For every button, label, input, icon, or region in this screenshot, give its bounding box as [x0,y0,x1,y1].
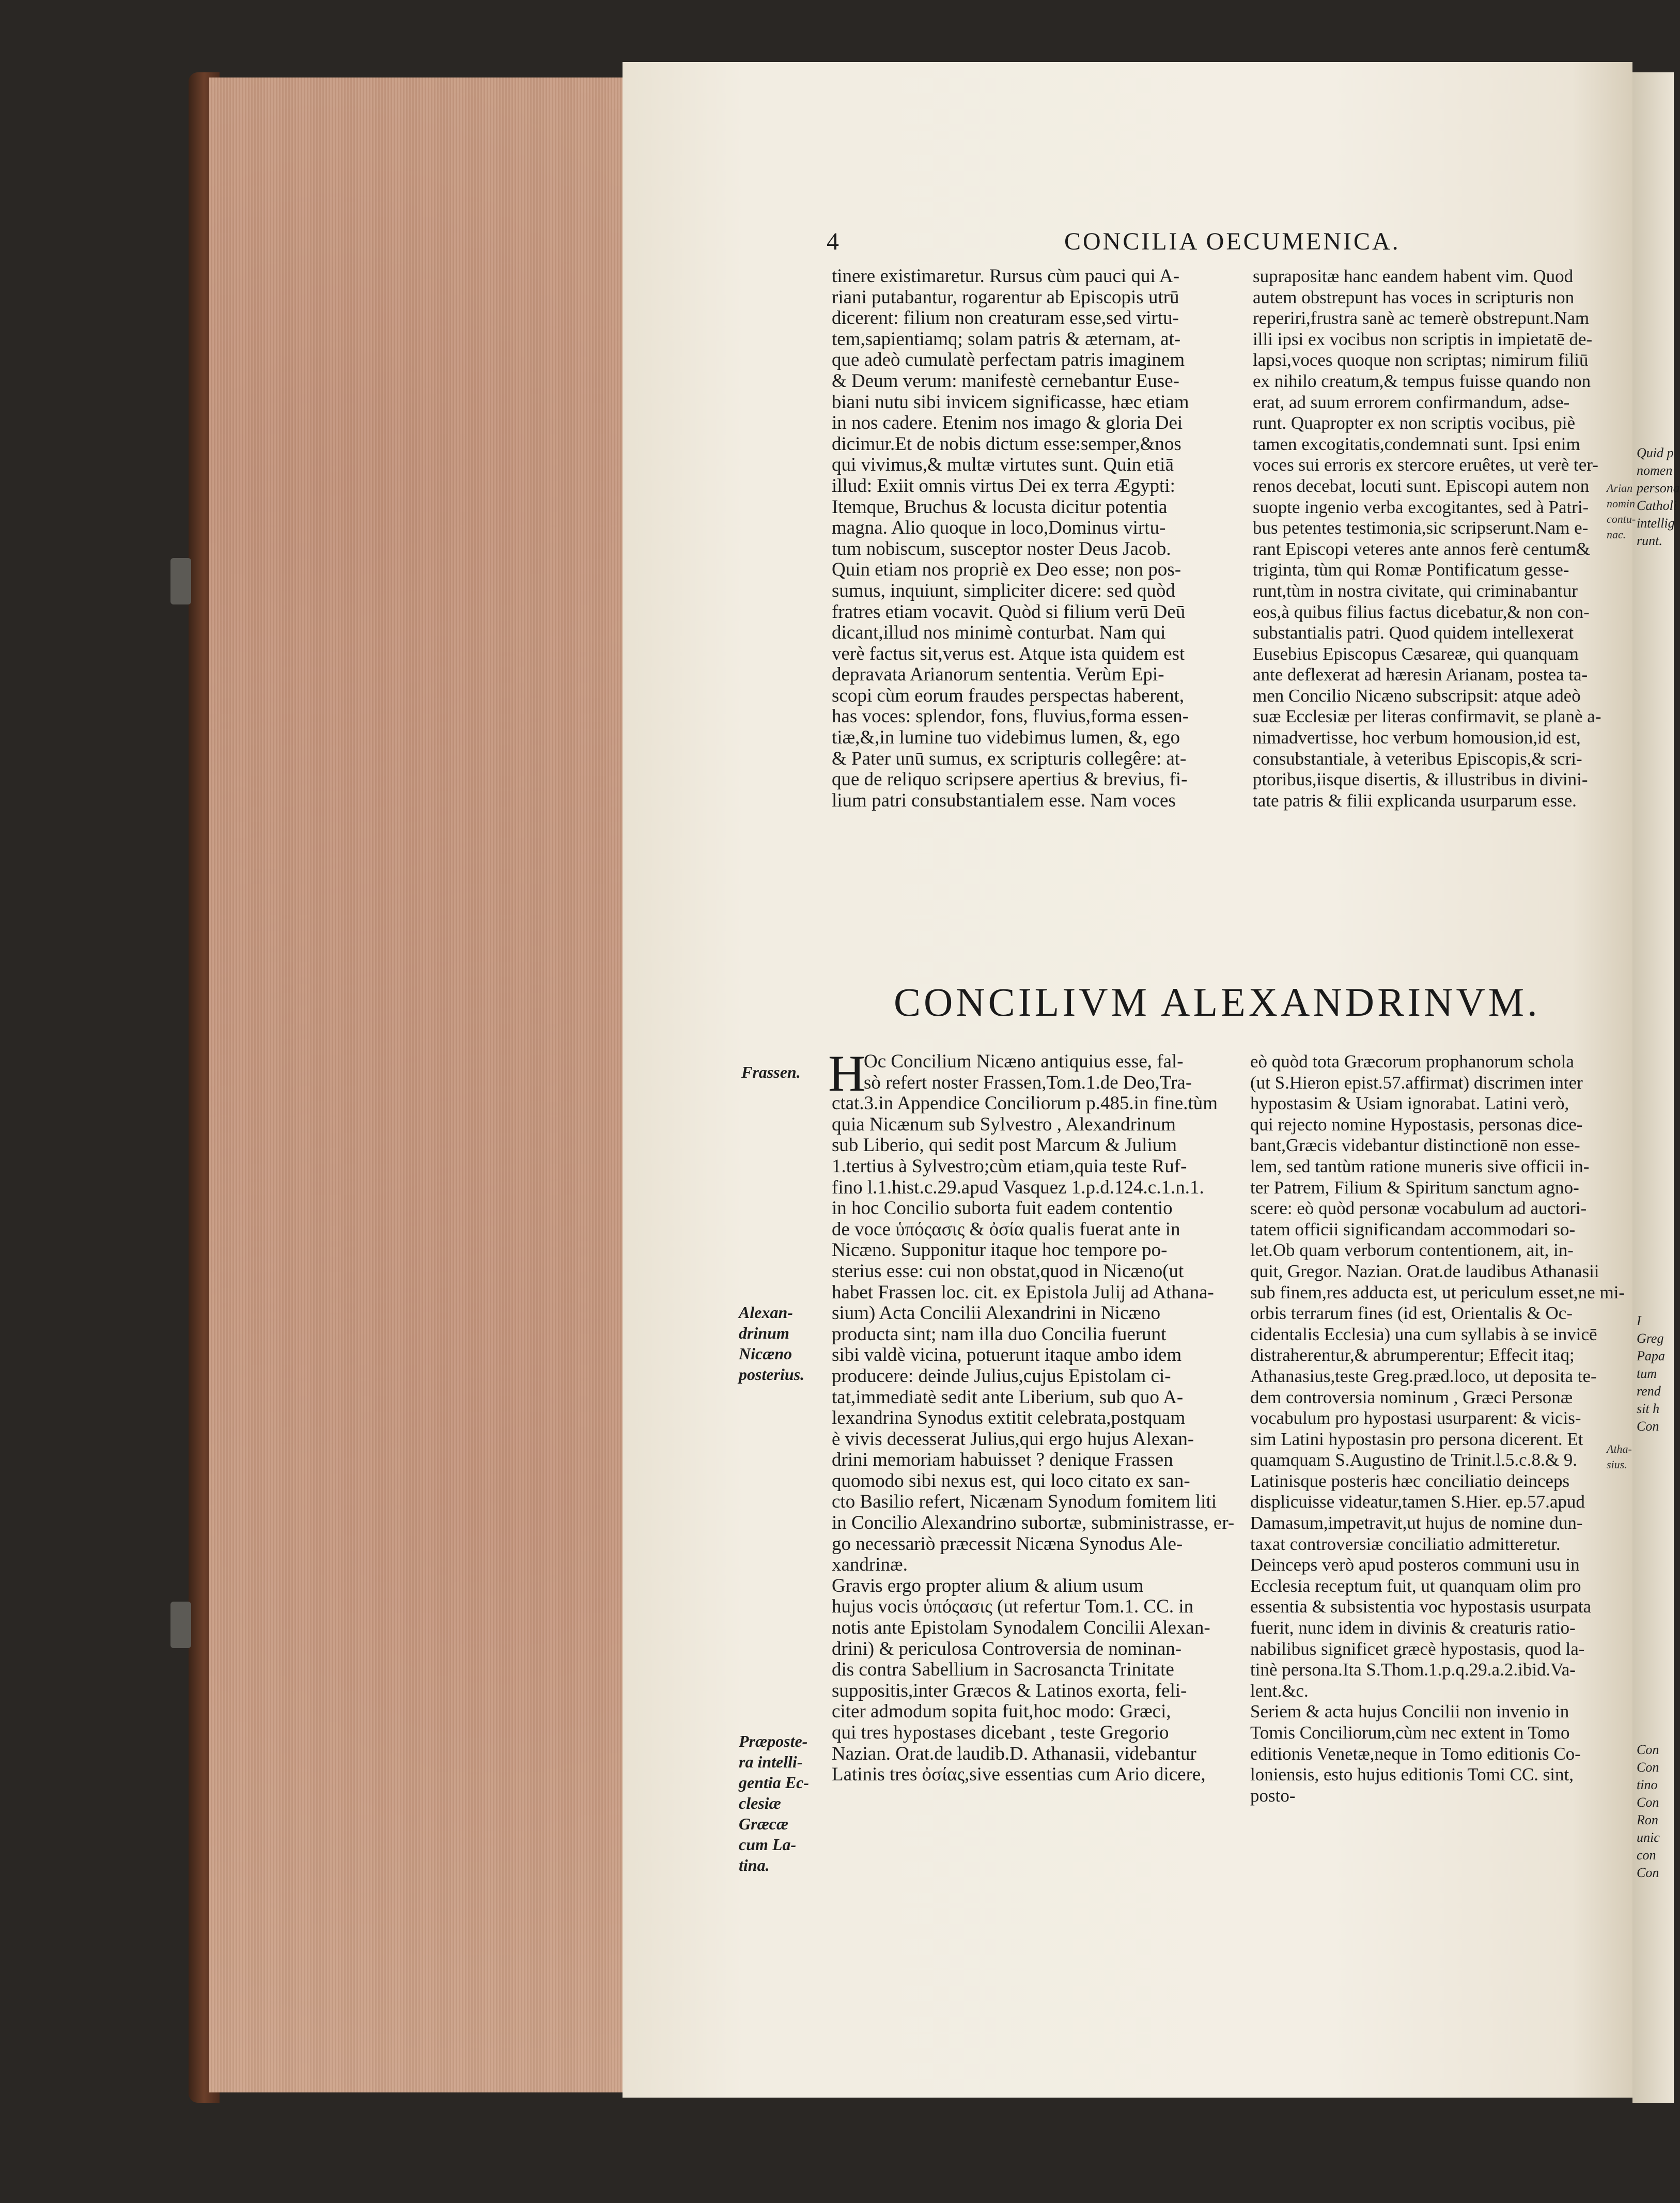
section-heading: CONCILIVM ALEXANDRINVM. [894,980,1541,1025]
text-line: posto- [1250,1785,1296,1806]
text-column-upper-left [832,266,1235,811]
text-line: Athanasius,teste Greg.præd.loco, ut deposita te- [1250,1366,1597,1386]
text-line: citer admodum sopita fuit,hoc modo: Græci, [832,1701,1171,1723]
text-line: & Deum verum: manifestè cernebantur Euse- [832,370,1179,392]
text-line: drini) & periculosa Controversia de nominan- [832,1638,1182,1659]
text-line: taxat controversiæ conciliatio admitteretur. [1250,1533,1561,1554]
clasp-top [170,558,191,604]
text-line: ctat.3.in Appendice Conciliorum p.485.in fine.tùm [832,1093,1218,1114]
text-line: scopi cùm eorum fraudes perspectas haberent, [832,685,1185,706]
text-line: xandrinæ. [832,1554,908,1576]
text-line: lent.&c. [1250,1680,1309,1701]
text-line: dis contra Sabellium in Sacrosancta Trinitate [832,1659,1174,1681]
text-line: vocabulum pro hypostasi usurparent: & vicis- [1250,1408,1581,1429]
text-line: essentia & subsistentia voc hypostasis usurpata [1250,1596,1592,1617]
text-line: que adeò cumulatè perfectam patris imaginem [832,349,1185,371]
text-line: sò refert noster Frassen,Tom.1.de Deo,Tra- [864,1072,1192,1093]
text-column-lower-right [1250,1051,1625,1806]
text-line: Oc Concilium Nicæno antiquius esse, fal- [864,1051,1184,1072]
text-line: fratres etiam vocavit. Quòd si filium verū Deū [832,601,1186,623]
text-line: renos decebat, locuti sunt. Episcopi autem non [1253,475,1590,496]
clasp-bottom [170,1602,191,1648]
text-line: tiæ,&,in lumine tuo videbimus lumen, &, ego [832,727,1180,749]
text-line: sibi valdè vicina, potuerunt itaque ambo idem [832,1344,1182,1366]
running-head-title: CONCILIA OECUMENICA. [1064,228,1401,255]
text-line: lium patri consubstantialem esse. Nam voces [832,789,1176,811]
text-line: let.Ob quam verborum contentionem, ait, in- [1250,1240,1574,1261]
text-line: displicuisse videatur,tamen S.Hier. ep.57.apud [1250,1492,1585,1512]
text-line: cto Basilio refert, Nicænam Synodum fomitem liti [832,1491,1217,1513]
text-line: (ut S.Hieron epist.57.affirmat) discrimen inter [1250,1072,1583,1093]
text-line: tum nobiscum, susceptor noster Deus Jacob. [832,538,1171,560]
text-line: lem, sed tantùm ratione muneris sive officii in- [1250,1156,1590,1176]
text-line: habet Frassen loc. cit. ex Epistola Julij ad Athana- [832,1281,1214,1303]
right-margin-note: Atha- sius. [1607,1442,1632,1471]
text-line: eos,à quibus filius factus dicebatur,& non con- [1253,601,1590,622]
text-line: sium) Acta Concilii Alexandrini in Nicæno [832,1302,1161,1324]
text-column-lower-left [832,1051,1235,1786]
text-line: nabilibus significet græcè hypostasis, quod la- [1250,1638,1585,1659]
text-line: cidentalis Ecclesia) una cum syllabis à se invicē [1250,1324,1597,1344]
facing-page-fragment: Con Con tino Con Ron unic con Con [1637,1742,1660,1880]
text-line: voces sui erroris ex stercore eruêtes, ut verè ter- [1253,455,1598,475]
facing-page-fragment: Quid p nomen persona Catholi intellig runt. [1637,445,1680,548]
text-line: 1.tertius à Sylvestro;cùm etiam,quia teste Ruf- [832,1155,1187,1177]
text-line: suopte ingenio verba excogitantes, sed à Patri- [1253,497,1589,517]
text-line: depravata Arianorum sententia. Verùm Epi- [832,664,1164,686]
text-line: qui vivimus,& multæ virtutes sunt. Quin etiā [832,454,1174,476]
text-line: in nos cadere. Etenim nos imago & gloria Dei [832,412,1183,434]
text-line: Tomis Conciliorum,cùm nec extent in Tomo [1250,1723,1570,1743]
text-line: tate patris & filii explicanda usurparum esse. [1253,790,1577,811]
text-line: Damasum,impetravit,ut hujus de nomine dun- [1250,1513,1583,1533]
text-line: tinere existimaretur. Rursus cùm pauci qui A- [832,266,1180,287]
text-line: triginta, tùm qui Romæ Pontificatum gesse- [1253,560,1569,580]
text-column-upper-right [1253,266,1622,811]
text-line: fuerit, nunc idem in divinis & creaturis ratio- [1250,1618,1576,1638]
page-number: 4 [827,228,841,255]
text-line: Eusebius Episcopus Cæsareæ, qui quanquam [1253,643,1579,664]
right-margin-note: Arian nomin contu- nac. [1607,482,1636,541]
text-line: Quin etiam nos propriè ex Deo esse; non pos- [832,559,1181,581]
text-line: & Pater unū sumus, ex scripturis collegêre: at- [832,748,1187,769]
text-line: has voces: splendor, fons, fluvius,forma essen- [832,706,1189,727]
text-line: quit, Gregor. Nazian. Orat.de laudibus Athanasii [1250,1261,1599,1281]
text-line: go necessariò præcessit Nicæna Synodus Ale- [832,1533,1183,1555]
text-line: biani nutu sibi invicem significasse, hæc etiam [832,391,1189,413]
text-line: Ecclesia receptum fuit, ut quanquam olim pro [1250,1575,1581,1596]
text-line: orbis terrarum fines (id est, Orientalis & Oc- [1250,1303,1573,1324]
text-line: ante deflexerat ad hæresin Arianam, postea ta- [1253,664,1588,685]
text-line: men Concilio Nicæno subscripsit: atque adeò [1253,685,1581,706]
text-line: Deinceps verò apud posteros communi usu in [1250,1555,1580,1575]
text-line: quia Nicænum sub Sylvestro , Alexandrinum [832,1113,1176,1135]
text-line: nimadvertisse, hoc verbum homousion,id est, [1253,727,1581,748]
text-line: runt. Quapropter ex non scriptis vocibus, piè [1253,413,1576,433]
margin-note: Alexan- drinum Nicæno posterius. [739,1303,805,1384]
text-line: Itemque, Bruchus & locusta dicitur potentia [832,496,1168,518]
margin-note: Frassen. [741,1063,801,1081]
facing-page-sliver [1632,72,1680,2103]
text-line: verè factus sit,verus est. Atque ista quidem est [832,643,1185,664]
text-line: hujus vocis ὑπόςασις (ut refertur Tom.1. CC. in [832,1596,1194,1618]
text-line: consubstantiale, à veteribus Episcopis,& scri- [1253,748,1582,769]
text-line: hypostasim & Usiam ignorabat. Latini verò, [1250,1093,1569,1114]
text-line: qui tres hypostases dicebant , teste Gregorio [832,1722,1169,1743]
text-line: bus petentes testimonia,sic scripserunt.Nam e- [1253,518,1589,538]
text-line: Latinisque posteris hæc conciliatio deinceps [1250,1470,1570,1491]
text-line: qui rejecto nomine Hypostasis, personas dice- [1250,1114,1583,1135]
text-line: sumus, inquiunt, simpliciter dicere: sed quòd [832,580,1175,601]
text-line: dem controversia nominum , Græci Personæ [1250,1387,1573,1407]
text-line: in Concilio Alexandrino subortæ, subministrasse, er- [832,1512,1235,1534]
text-line: tamen excogitatis,condemnati sunt. Ipsi enim [1253,433,1580,454]
text-line: quamquam S.Augustino de Trinit.l.5.c.8.& 9. [1250,1450,1577,1470]
text-line: Nazian. Orat.de laudib.D. Athanasii, videbantur [832,1743,1196,1764]
text-line: in hoc Concilio suborta fuit eadem contentio [832,1198,1173,1219]
text-line: lexandrina Synodus extitit celebrata,postquam [832,1407,1186,1429]
text-line: editionis Venetæ,neque in Tomo editionis Co- [1250,1743,1581,1764]
text-line: tat,immediatè sedit ante Liberium, sub quo A- [832,1386,1184,1408]
text-line: tatem officii significandam accommodari so- [1250,1219,1576,1239]
text-line: drini memoriam habuisset ? denique Frassen [832,1449,1173,1471]
drop-cap: H [828,1045,866,1102]
text-line: lapsi,voces quoque non scriptas; nimirum filiū [1253,350,1589,370]
margin-note: Præposte- ra intelli- gentia Ec- clesiæ Græcæ cum La- tina. [739,1732,809,1874]
text-line: ex nihilo creatum,& tempus fuisse quando non [1253,370,1591,391]
text-line: autem obstrepunt has voces in scripturis non [1253,287,1575,307]
text-line: de voce ὑπόςασις & ὀσία qualis fuerat ante in [832,1218,1180,1240]
text-line: illud: Exiit omnis virtus Dei ex terra Ægypti: [832,475,1175,497]
text-line: rant Episcopi veteres ante annos ferè centum& [1253,538,1591,559]
text-line: ter Patrem, Filium & Spiritum sanctum agno- [1250,1177,1579,1198]
text-line: substantialis patri. Quod quidem intellexerat [1253,623,1574,643]
facing-page-fragment: I Greg Papa tum rend sit h Con [1637,1313,1665,1434]
text-line: ptoribus,iisque disertis, & illustribus in divini- [1253,769,1588,790]
text-line: sim Latini hypostasin pro persona dicerent. Et [1250,1429,1583,1449]
text-line: Seriem & acta hujus Concilii non invenio in [1250,1701,1569,1722]
text-line: sub Liberio, qui sedit post Marcum & Julium [832,1135,1177,1156]
text-line: que de reliquo scripsere apertius & brevius, fi- [832,769,1188,790]
text-line: erat, ad suum errorem confirmandum, adse- [1253,392,1570,412]
text-line: è vivis decesserat Julius,qui ergo hujus Alexan- [832,1428,1194,1450]
text-line: dicimur.Et de nobis dictum esse:semper,&nos [832,433,1181,455]
text-line: tem,sapientiamq; solam patris & æternam, at- [832,328,1181,350]
text-line: sterius esse: cui non obstat,quod in Nicæno(ut [832,1260,1184,1282]
text-line: loniensis, esto hujus editionis Tomi CC. sint, [1250,1764,1574,1785]
text-line: producere: deinde Julius,cujus Epistolam ci- [832,1365,1171,1387]
text-line: suppositis,inter Græcos & Latinos exorta, feli- [832,1680,1187,1701]
text-line: eò quòd tota Græcorum prophanorum schola [1250,1051,1574,1072]
text-line: Latinis tres ὀσίας,sive essentias cum Ario dicere, [832,1764,1206,1786]
text-line: Nicæno. Supponitur itaque hoc tempore po- [832,1239,1168,1261]
text-line: Gravis ergo propter alium & alium usum [832,1575,1144,1596]
text-line: fino l.1.hist.c.29.apud Vasquez 1.p.d.124.c.1.n.1. [832,1176,1204,1198]
text-line: quomodo sibi nexus est, qui loco citato ex san- [832,1470,1190,1492]
text-line: distraherentur,& abrumperentur; Effecit itaq; [1250,1345,1575,1366]
text-line: dicerent: filium non creaturam esse,sed virtu- [832,307,1179,329]
text-line: runt,tùm in nostra civitate, qui criminabantur [1253,580,1578,601]
text-line: notis ante Epistolam Synodalem Concilii Alexan- [832,1617,1210,1639]
text-line: magna. Alio quoque in loco,Dominus virtu- [832,517,1166,539]
text-line: reperiri,frustra sanè ac temerè obstrepunt.Nam [1253,308,1590,329]
text-line: producta sint; nam illa duo Concilia fuerunt [832,1323,1166,1345]
text-line: tinè persona.Ita S.Thom.1.p.q.29.a.2.ibid.Va- [1250,1659,1576,1680]
text-line: riani putabantur, rogarentur ab Episcopis utrū [832,286,1179,308]
text-line: dicant,illud nos minimè conturbat. Nam qui [832,622,1166,644]
text-line: bant,Græcis videbantur distinctionē non esse- [1250,1135,1580,1156]
page-block-edge [209,77,623,2092]
text-line: illi ipsi ex vocibus non scriptis in impietatē de- [1253,329,1593,349]
text-line: scere: eò quòd personæ vocabulum ad auctori- [1250,1198,1587,1219]
text-line: suæ Ecclesiæ per literas confirmavit, se planè a- [1253,706,1601,727]
text-line: sub finem,res adducta est, ut periculum esset,ne mi- [1250,1282,1625,1302]
text-line: suprapositæ hanc eandem habent vim. Quod [1253,266,1574,286]
